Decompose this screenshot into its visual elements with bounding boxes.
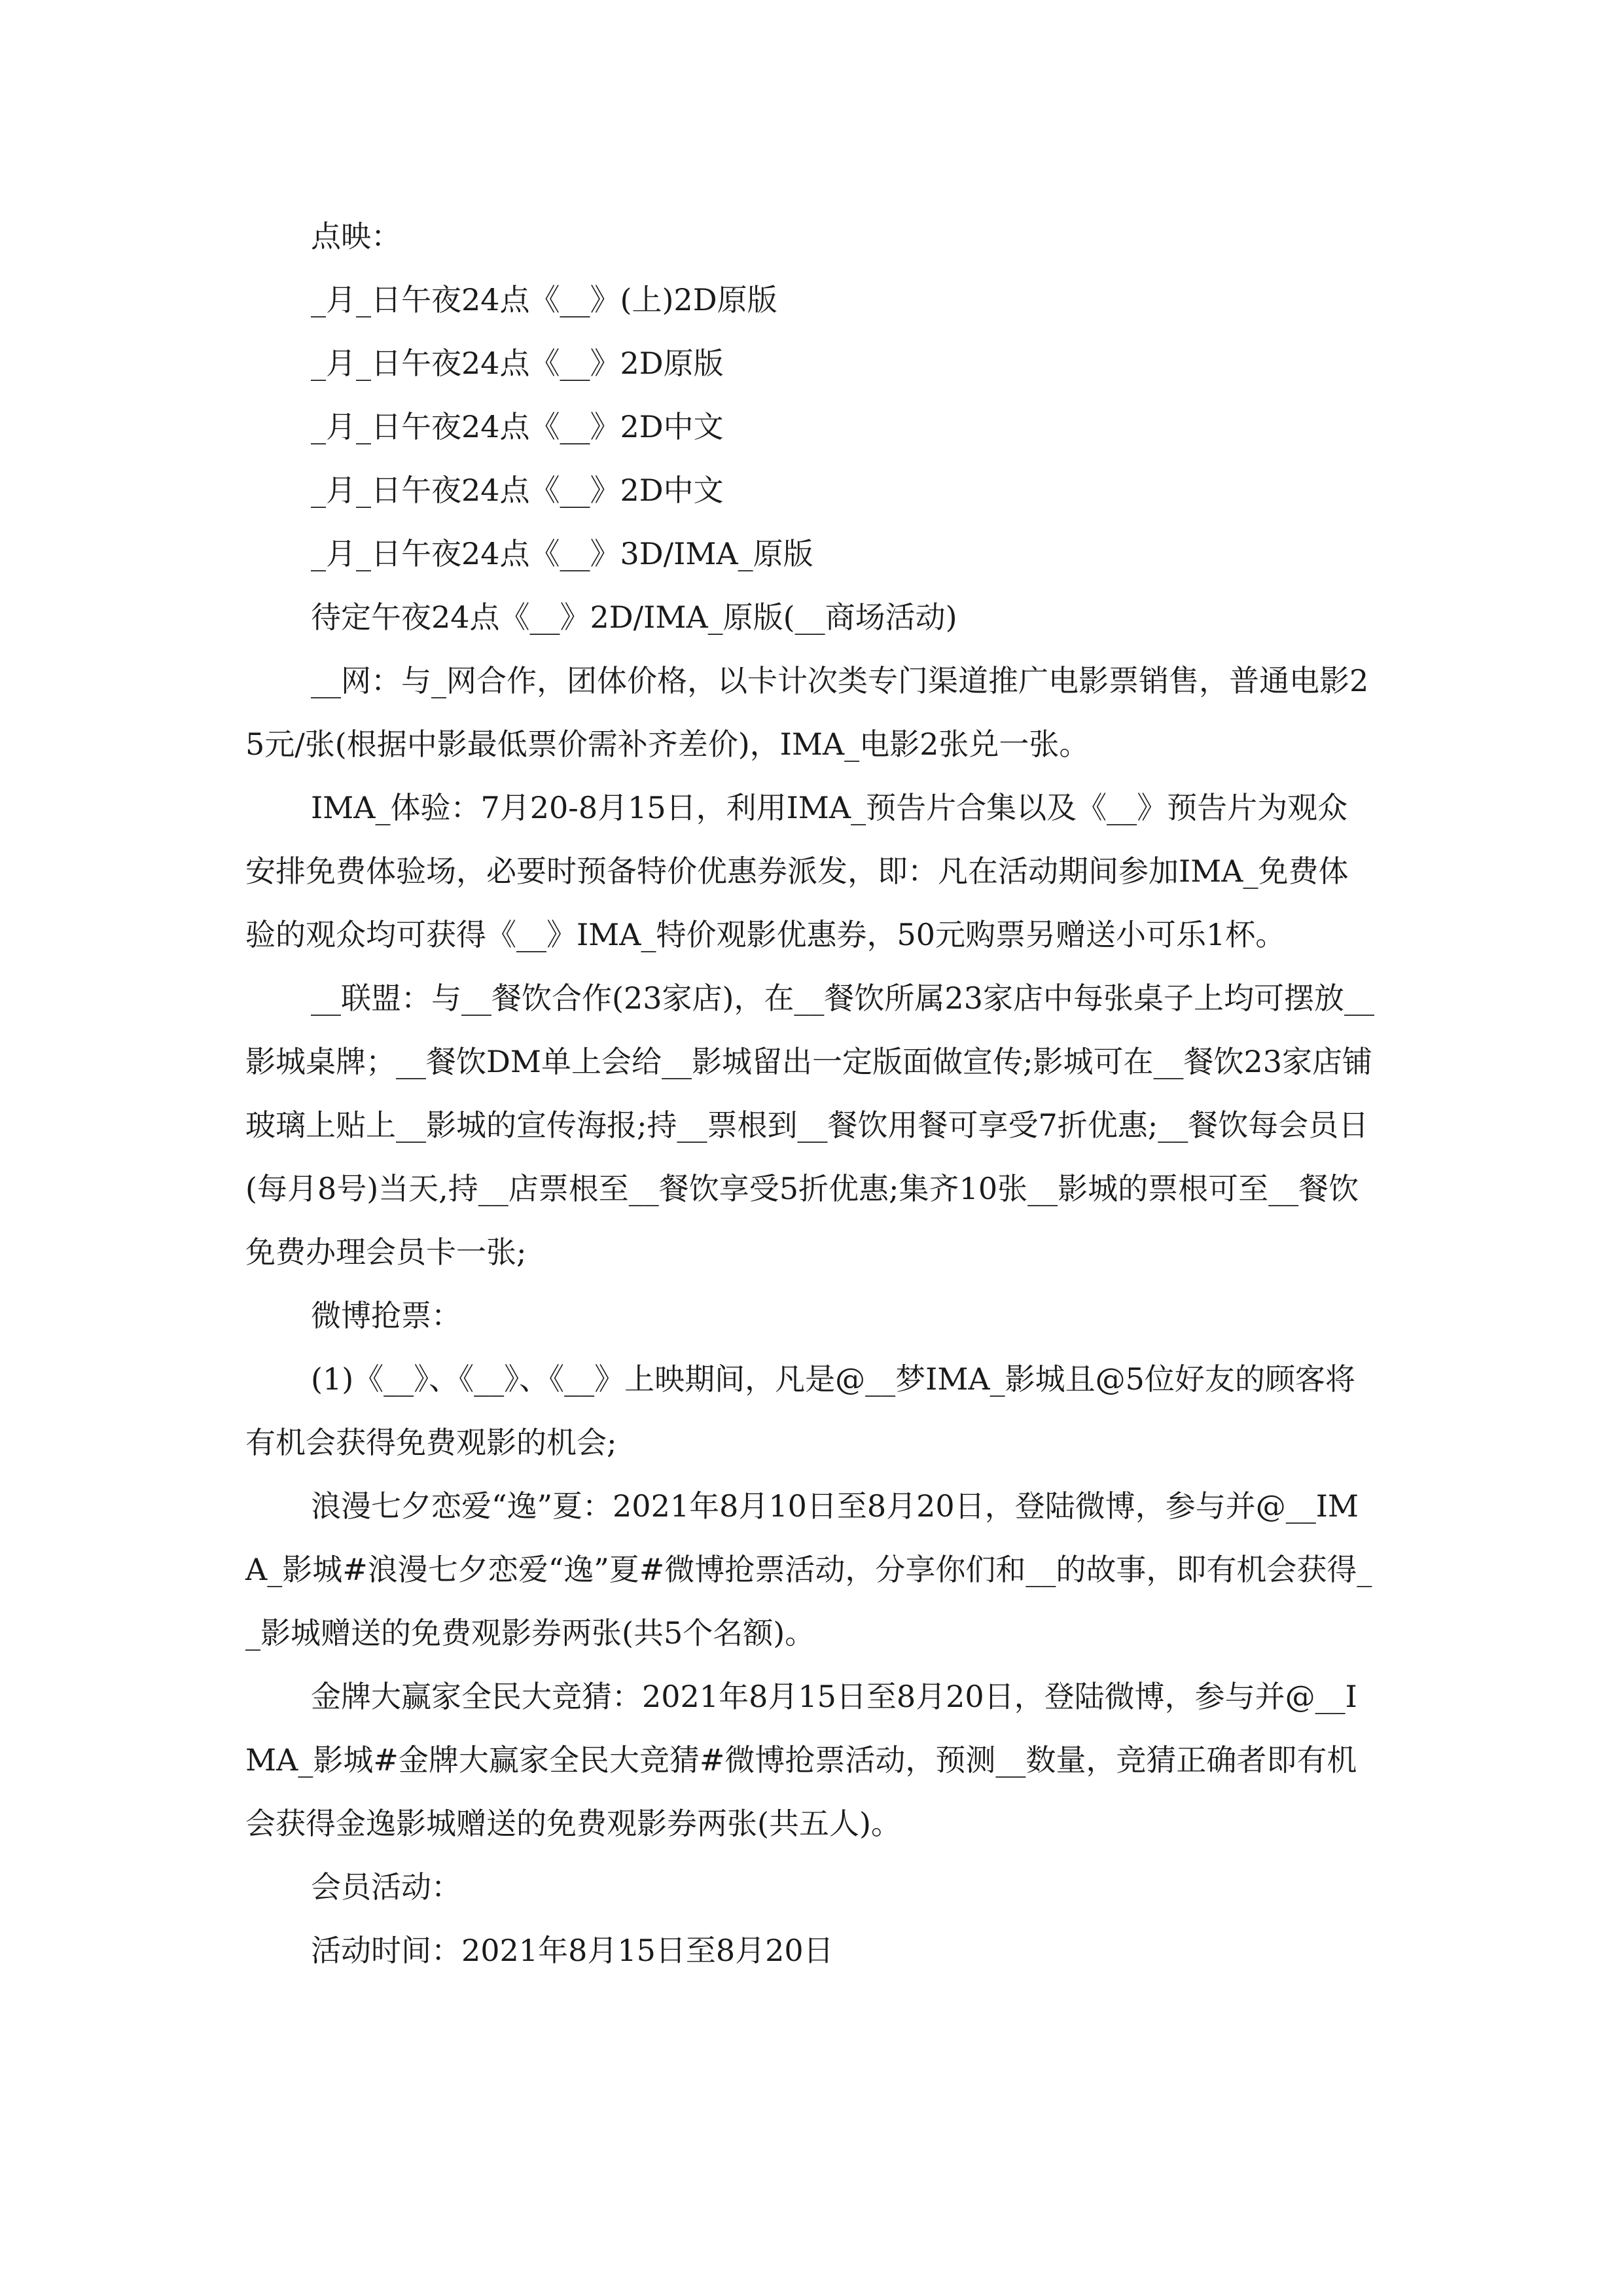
- screening-line-2: _月_日午夜24点《__》2D原版: [311, 346, 724, 381]
- screening-line-6: 待定午夜24点《__》2D/IMA_原版(__商场活动): [311, 600, 957, 635]
- heading-weibo-tickets: 微博抢票：: [311, 1298, 461, 1333]
- paragraph-alliance: __联盟：与__餐饮合作(23家店)，在__餐饮所属23家店中每张桌子上均可摆放__影城桌牌；__餐饮DM单上会给__影城留出一定版面做宣传;影城可在__餐饮23家店铺玻璃上贴上__影城的宣传海报;持__票根到__餐饮用餐可享受7折优惠;__餐饮每会员日(每月8号)当天,持__店票根至__餐饮享受5折优惠;集齐10张__影城的票根可至__餐饮免费办理会员卡一张;: [245, 980, 1374, 1270]
- paragraph-guessing-campaign: 金牌大赢家全民大竞猜：2021年8月15日至8月20日，登陆微博，参与并@__IMA_影城#金牌大赢家全民大竞猜#微博抢票活动，预测__数量，竞猜正确者即有机会获得金逸影城赠送的免费观影券两张(共五人)。: [245, 1679, 1357, 1841]
- screening-line-1: _月_日午夜24点《__》(上)2D原版: [311, 282, 777, 317]
- screening-line-5: _月_日午夜24点《__》3D/IMA_原版: [311, 536, 813, 571]
- paragraph-network-partnership: __网：与_网合作，团体价格，以卡计次类专门渠道推广电影票销售，普通电影25元/张(根据中影最低票价需补齐差价)，IMA_电影2张兑一张。: [245, 663, 1369, 762]
- paragraph-qixi-campaign: 浪漫七夕恋爱“逸”夏：2021年8月10日至8月20日，登陆微博，参与并@__IMA_影城#浪漫七夕恋爱“逸”夏#微博抢票活动，分享你们和__的故事，即有机会获得__影城赠送的免费观影券两张(共5个名额)。: [245, 1488, 1372, 1651]
- heading-screening: 点映：: [311, 219, 401, 254]
- paragraph-ima-experience: IMA_体验：7月20-8月15日，利用IMA_预告片合集以及《__》预告片为观众安排免费体验场，必要时预备特价优惠券派发，即：凡在活动期间参加IMA_免费体验的观众均可获得《__》IMA_特价观影优惠券，50元购票另赠送小可乐1杯。: [245, 790, 1349, 952]
- heading-member-activity: 会员活动：: [311, 1869, 461, 1905]
- document-body: [245, 205, 1378, 1982]
- activity-time-line: 活动时间：2021年8月15日至8月20日: [311, 1933, 834, 1968]
- screening-line-4: _月_日午夜24点《__》2D中文: [311, 473, 724, 508]
- paragraph-weibo-item-1: (1)《__》、《__》、《__》上映期间，凡是@__梦IMA_影城且@5位好友的顾客将有机会获得免费观影的机会;: [245, 1361, 1355, 1460]
- screening-line-3: _月_日午夜24点《__》2D中文: [311, 409, 724, 444]
